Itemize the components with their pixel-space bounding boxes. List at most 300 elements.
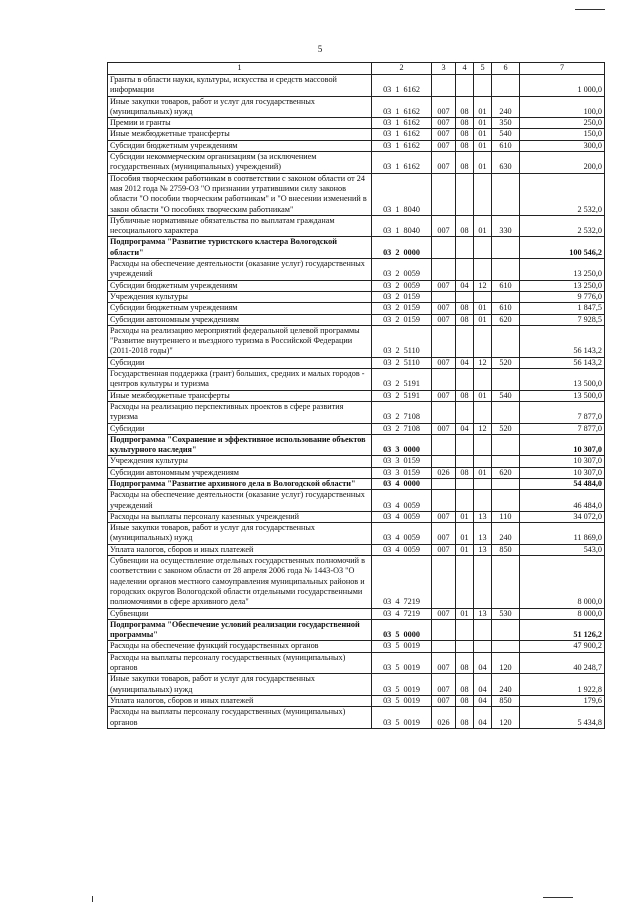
amount-cell: 56 143,2 — [520, 357, 605, 368]
row-name-cell: Иные закупки товаров, работ и услуг для государственных (муниципальных) нужд — [108, 523, 372, 545]
subsection-cell: 13 — [474, 523, 492, 545]
section-cell — [456, 369, 474, 391]
subsection-cell: 01 — [474, 215, 492, 237]
budget-code-cell: 03 1 6162 — [372, 96, 432, 118]
subsection-cell: 01 — [474, 152, 492, 174]
grbs-cell: 007 — [432, 695, 456, 706]
amount-cell: 54 484,0 — [520, 478, 605, 489]
row-name-cell: Уплата налогов, сборов и иных платежей — [108, 695, 372, 706]
section-cell — [456, 401, 474, 423]
table-row — [108, 259, 605, 281]
budget-code-cell: 03 2 5191 — [372, 390, 432, 401]
row-name-cell: Расходы на реализацию мероприятий федеральной целевой программы "Развитие внутреннего и въездного туризма в Российской Федерации (2011-2018 годы)" — [108, 325, 372, 357]
table-row — [108, 467, 605, 478]
grbs-cell — [432, 478, 456, 489]
table-row — [108, 608, 605, 619]
column-header: 3 — [432, 63, 456, 75]
table-row — [108, 369, 605, 391]
scan-mark — [543, 897, 573, 898]
subsection-cell: 04 — [474, 674, 492, 696]
grbs-cell: 007 — [432, 140, 456, 151]
grbs-cell: 007 — [432, 423, 456, 434]
section-cell: 08 — [456, 314, 474, 325]
section-cell — [456, 75, 474, 97]
section-cell: 08 — [456, 707, 474, 729]
subsection-cell — [474, 556, 492, 608]
subsection-cell: 13 — [474, 608, 492, 619]
grbs-cell — [432, 556, 456, 608]
amount-cell: 11 869,0 — [520, 523, 605, 545]
row-name-cell: Гранты в области науки, культуры, искусства и средств массовой информации — [108, 75, 372, 97]
amount-cell: 51 126,2 — [520, 619, 605, 641]
amount-cell: 1 000,0 — [520, 75, 605, 97]
table-row — [108, 280, 605, 291]
amount-cell: 7 928,5 — [520, 314, 605, 325]
grbs-cell: 007 — [432, 152, 456, 174]
subsection-cell — [474, 490, 492, 512]
row-name-cell: Субсидии автономным учреждениям — [108, 314, 372, 325]
grbs-cell — [432, 641, 456, 652]
subsection-cell: 12 — [474, 423, 492, 434]
row-name-cell: Государственная поддержка (грант) больших, средних и малых городов - центров культуры и туризма — [108, 369, 372, 391]
row-name-cell: Иные закупки товаров, работ и услуг для государственных (муниципальных) нужд — [108, 96, 372, 118]
section-cell: 08 — [456, 390, 474, 401]
row-name-cell: Подпрограмма "Обеспечение условий реализации государственной программы" — [108, 619, 372, 641]
row-name-cell: Иные закупки товаров, работ и услуг для государственных (муниципальных) нужд — [108, 674, 372, 696]
amount-cell: 300,0 — [520, 140, 605, 151]
grbs-cell: 007 — [432, 511, 456, 522]
expense-type-cell: 240 — [492, 674, 520, 696]
grbs-cell — [432, 291, 456, 302]
expense-type-cell: 530 — [492, 608, 520, 619]
amount-cell: 8 000,0 — [520, 608, 605, 619]
grbs-cell: 007 — [432, 544, 456, 555]
grbs-cell — [432, 75, 456, 97]
subsection-cell — [474, 237, 492, 259]
row-name-cell: Подпрограмма "Развитие архивного дела в Вологодской области" — [108, 478, 372, 489]
budget-code-cell: 03 4 0059 — [372, 490, 432, 512]
row-name-cell: Субсидии автономным учреждениям — [108, 467, 372, 478]
subsection-cell: 01 — [474, 467, 492, 478]
row-name-cell: Субсидии бюджетным учреждениям — [108, 140, 372, 151]
expense-type-cell — [492, 401, 520, 423]
amount-cell: 13 500,0 — [520, 369, 605, 391]
section-cell: 01 — [456, 523, 474, 545]
section-cell: 08 — [456, 467, 474, 478]
subprogram-row — [108, 237, 605, 259]
subsection-cell: 01 — [474, 303, 492, 314]
expense-type-cell — [492, 325, 520, 357]
grbs-cell — [432, 619, 456, 641]
budget-code-cell: 03 5 0019 — [372, 674, 432, 696]
expense-type-cell: 350 — [492, 118, 520, 129]
row-name-cell: Субсидии бюджетным учреждениям — [108, 303, 372, 314]
column-header: 4 — [456, 63, 474, 75]
amount-cell: 10 307,0 — [520, 456, 605, 467]
expense-type-cell — [492, 556, 520, 608]
table-row — [108, 707, 605, 729]
expense-type-cell: 610 — [492, 303, 520, 314]
section-cell — [456, 434, 474, 456]
table-row — [108, 674, 605, 696]
grbs-cell: 026 — [432, 707, 456, 729]
scan-mark — [575, 9, 605, 10]
row-name-cell: Субвенции — [108, 608, 372, 619]
table-row — [108, 173, 605, 215]
subsection-cell: 13 — [474, 511, 492, 522]
amount-cell: 543,0 — [520, 544, 605, 555]
column-header: 2 — [372, 63, 432, 75]
budget-table — [107, 62, 605, 729]
subsection-cell — [474, 369, 492, 391]
grbs-cell: 007 — [432, 390, 456, 401]
page-number: 5 — [317, 44, 323, 54]
amount-cell: 13 500,0 — [520, 390, 605, 401]
section-cell — [456, 478, 474, 489]
budget-code-cell: 03 2 5110 — [372, 357, 432, 368]
grbs-cell: 007 — [432, 118, 456, 129]
grbs-cell: 007 — [432, 608, 456, 619]
amount-cell: 100,0 — [520, 96, 605, 118]
amount-cell: 2 532,0 — [520, 173, 605, 215]
subsection-cell — [474, 173, 492, 215]
section-cell — [456, 556, 474, 608]
expense-type-cell: 240 — [492, 523, 520, 545]
table-row — [108, 511, 605, 522]
expense-type-cell: 620 — [492, 467, 520, 478]
amount-cell: 179,6 — [520, 695, 605, 706]
grbs-cell — [432, 173, 456, 215]
section-cell — [456, 291, 474, 302]
subsection-cell: 01 — [474, 314, 492, 325]
grbs-cell — [432, 490, 456, 512]
budget-code-cell: 03 3 0159 — [372, 467, 432, 478]
table-row — [108, 152, 605, 174]
amount-cell: 13 250,0 — [520, 259, 605, 281]
row-name-cell: Субсидии — [108, 423, 372, 434]
budget-code-cell: 03 5 0019 — [372, 695, 432, 706]
grbs-cell: 007 — [432, 129, 456, 140]
budget-code-cell: 03 2 0000 — [372, 237, 432, 259]
row-name-cell: Учреждения культуры — [108, 291, 372, 302]
amount-cell: 1 847,5 — [520, 303, 605, 314]
expense-type-cell: 620 — [492, 314, 520, 325]
row-name-cell: Подпрограмма "Развитие туристского кластера Вологодской области" — [108, 237, 372, 259]
section-cell — [456, 237, 474, 259]
budget-code-cell: 03 2 7108 — [372, 401, 432, 423]
section-cell: 01 — [456, 544, 474, 555]
budget-code-cell: 03 2 7108 — [372, 423, 432, 434]
subsection-cell — [474, 259, 492, 281]
section-cell: 08 — [456, 118, 474, 129]
budget-code-cell: 03 4 0000 — [372, 478, 432, 489]
expense-type-cell — [492, 75, 520, 97]
row-name-cell: Расходы на выплаты персоналу государственных (муниципальных) органов — [108, 707, 372, 729]
budget-code-cell: 03 1 6162 — [372, 152, 432, 174]
grbs-cell — [432, 401, 456, 423]
budget-code-cell: 03 4 0059 — [372, 523, 432, 545]
budget-code-cell: 03 2 0159 — [372, 314, 432, 325]
budget-code-cell: 03 4 0059 — [372, 511, 432, 522]
budget-code-cell: 03 4 7219 — [372, 608, 432, 619]
amount-cell: 100 546,2 — [520, 237, 605, 259]
expense-type-cell — [492, 641, 520, 652]
expense-type-cell: 610 — [492, 140, 520, 151]
amount-cell: 34 072,0 — [520, 511, 605, 522]
column-header: 1 — [108, 63, 372, 75]
table-row — [108, 96, 605, 118]
subsection-cell: 01 — [474, 96, 492, 118]
expense-type-cell — [492, 434, 520, 456]
budget-code-cell: 03 1 6162 — [372, 75, 432, 97]
row-name-cell: Субсидии некоммерческим организациям (за исключением государственных (муниципальных) учреждений) — [108, 152, 372, 174]
row-name-cell: Подпрограмма "Сохранение и эффективное использование объектов культурного наследия" — [108, 434, 372, 456]
amount-cell: 47 900,2 — [520, 641, 605, 652]
amount-cell: 7 877,0 — [520, 423, 605, 434]
grbs-cell: 007 — [432, 314, 456, 325]
section-cell: 08 — [456, 695, 474, 706]
subsection-cell: 12 — [474, 357, 492, 368]
expense-type-cell — [492, 478, 520, 489]
budget-code-cell: 03 4 0059 — [372, 544, 432, 555]
expense-type-cell — [492, 173, 520, 215]
expense-type-cell: 540 — [492, 390, 520, 401]
section-cell: 08 — [456, 129, 474, 140]
section-cell — [456, 641, 474, 652]
table-row — [108, 423, 605, 434]
amount-cell: 9 776,0 — [520, 291, 605, 302]
amount-cell: 2 532,0 — [520, 215, 605, 237]
subsection-cell — [474, 641, 492, 652]
subsection-cell: 13 — [474, 544, 492, 555]
amount-cell: 10 307,0 — [520, 434, 605, 456]
row-name-cell: Расходы на выплаты персоналу казенных учреждений — [108, 511, 372, 522]
subsection-cell — [474, 456, 492, 467]
table-row — [108, 303, 605, 314]
expense-type-cell: 610 — [492, 280, 520, 291]
section-cell — [456, 173, 474, 215]
subsection-cell — [474, 478, 492, 489]
budget-code-cell: 03 3 0159 — [372, 456, 432, 467]
amount-cell: 46 484,0 — [520, 490, 605, 512]
section-cell: 08 — [456, 140, 474, 151]
section-cell — [456, 325, 474, 357]
expense-type-cell: 110 — [492, 511, 520, 522]
table-row — [108, 390, 605, 401]
section-cell: 08 — [456, 152, 474, 174]
grbs-cell: 007 — [432, 215, 456, 237]
table-row — [108, 652, 605, 674]
amount-cell: 10 307,0 — [520, 467, 605, 478]
grbs-cell: 007 — [432, 523, 456, 545]
expense-type-cell: 540 — [492, 129, 520, 140]
section-cell — [456, 456, 474, 467]
subsection-cell — [474, 75, 492, 97]
budget-code-cell: 03 4 7219 — [372, 556, 432, 608]
row-name-cell: Учреждения культуры — [108, 456, 372, 467]
section-cell: 01 — [456, 511, 474, 522]
table-row — [108, 490, 605, 512]
column-header: 7 — [520, 63, 605, 75]
expense-type-cell — [492, 456, 520, 467]
table-row — [108, 401, 605, 423]
subsection-cell — [474, 325, 492, 357]
grbs-cell — [432, 369, 456, 391]
section-cell: 08 — [456, 303, 474, 314]
table-row — [108, 456, 605, 467]
section-cell: 04 — [456, 423, 474, 434]
grbs-cell — [432, 456, 456, 467]
subsection-cell — [474, 401, 492, 423]
expense-type-cell — [492, 291, 520, 302]
budget-code-cell: 03 1 8040 — [372, 215, 432, 237]
budget-code-cell: 03 1 6162 — [372, 129, 432, 140]
amount-cell: 5 434,8 — [520, 707, 605, 729]
subsection-cell: 01 — [474, 118, 492, 129]
expense-type-cell — [492, 259, 520, 281]
subsection-cell: 04 — [474, 652, 492, 674]
amount-cell: 40 248,7 — [520, 652, 605, 674]
budget-code-cell: 03 2 0159 — [372, 303, 432, 314]
row-name-cell: Расходы на обеспечение деятельности (оказание услуг) государственных учреждений — [108, 490, 372, 512]
budget-code-cell: 03 2 5110 — [372, 325, 432, 357]
expense-type-cell: 630 — [492, 152, 520, 174]
column-header: 6 — [492, 63, 520, 75]
row-name-cell: Расходы на обеспечение деятельности (оказание услуг) государственных учреждений — [108, 259, 372, 281]
section-cell: 04 — [456, 280, 474, 291]
budget-code-cell: 03 2 0159 — [372, 291, 432, 302]
subprogram-row — [108, 434, 605, 456]
grbs-cell: 007 — [432, 280, 456, 291]
expense-type-cell: 520 — [492, 357, 520, 368]
subsection-cell: 01 — [474, 390, 492, 401]
section-cell: 04 — [456, 357, 474, 368]
grbs-cell — [432, 434, 456, 456]
table-row — [108, 118, 605, 129]
grbs-cell: 007 — [432, 357, 456, 368]
expense-type-cell: 850 — [492, 544, 520, 555]
budget-code-cell: 03 3 0000 — [372, 434, 432, 456]
grbs-cell — [432, 259, 456, 281]
expense-type-cell — [492, 490, 520, 512]
expense-type-cell: 120 — [492, 652, 520, 674]
budget-code-cell: 03 5 0019 — [372, 641, 432, 652]
table-row — [108, 523, 605, 545]
subsection-cell — [474, 434, 492, 456]
expense-type-cell: 850 — [492, 695, 520, 706]
expense-type-cell: 330 — [492, 215, 520, 237]
table-body — [108, 75, 605, 729]
subsection-cell: 04 — [474, 695, 492, 706]
table-row — [108, 291, 605, 302]
row-name-cell: Иные межбюджетные трансферты — [108, 129, 372, 140]
row-name-cell: Уплата налогов, сборов и иных платежей — [108, 544, 372, 555]
amount-cell: 200,0 — [520, 152, 605, 174]
row-name-cell: Иные межбюджетные трансферты — [108, 390, 372, 401]
grbs-cell: 026 — [432, 467, 456, 478]
table-row — [108, 544, 605, 555]
amount-cell: 150,0 — [520, 129, 605, 140]
subsection-cell: 04 — [474, 707, 492, 729]
expense-type-cell: 520 — [492, 423, 520, 434]
grbs-cell: 007 — [432, 303, 456, 314]
row-name-cell: Премии и гранты — [108, 118, 372, 129]
budget-code-cell: 03 5 0019 — [372, 652, 432, 674]
section-cell: 08 — [456, 652, 474, 674]
amount-cell: 56 143,2 — [520, 325, 605, 357]
section-cell — [456, 619, 474, 641]
budget-code-cell: 03 5 0019 — [372, 707, 432, 729]
scan-mark — [92, 896, 93, 902]
budget-code-cell: 03 1 6162 — [372, 140, 432, 151]
table-row — [108, 75, 605, 97]
table-row — [108, 695, 605, 706]
expense-type-cell: 120 — [492, 707, 520, 729]
row-name-cell: Расходы на реализацию перспективных проектов в сфере развития туризма — [108, 401, 372, 423]
table-row — [108, 641, 605, 652]
subsection-cell — [474, 619, 492, 641]
table-row — [108, 129, 605, 140]
budget-code-cell: 03 2 0059 — [372, 280, 432, 291]
budget-code-cell: 03 2 0059 — [372, 259, 432, 281]
column-header: 5 — [474, 63, 492, 75]
expense-type-cell — [492, 369, 520, 391]
grbs-cell — [432, 325, 456, 357]
budget-code-cell: 03 5 0000 — [372, 619, 432, 641]
table-row — [108, 140, 605, 151]
expense-type-cell: 240 — [492, 96, 520, 118]
header-row — [108, 63, 605, 75]
row-name-cell: Расходы на обеспечение функций государственных органов — [108, 641, 372, 652]
subsection-cell: 12 — [474, 280, 492, 291]
section-cell — [456, 259, 474, 281]
row-name-cell: Пособия творческим работникам в соответствии с законом области от 24 мая 2012 года № 2759-ОЗ "О признании утратившими силу законов области "О пособии творческим работникам" и "О внесении изменений в закон области "О пособиях творческим работникам" — [108, 173, 372, 215]
subsection-cell: 01 — [474, 129, 492, 140]
expense-type-cell — [492, 237, 520, 259]
row-name-cell: Расходы на выплаты персоналу государственных (муниципальных) органов — [108, 652, 372, 674]
table-row — [108, 215, 605, 237]
table-row — [108, 556, 605, 608]
section-cell: 08 — [456, 215, 474, 237]
subsection-cell — [474, 291, 492, 302]
section-cell: 01 — [456, 608, 474, 619]
section-cell: 08 — [456, 674, 474, 696]
row-name-cell: Субсидии — [108, 357, 372, 368]
expense-type-cell — [492, 619, 520, 641]
amount-cell: 1 922,8 — [520, 674, 605, 696]
grbs-cell — [432, 237, 456, 259]
subprogram-row — [108, 478, 605, 489]
amount-cell: 8 000,0 — [520, 556, 605, 608]
grbs-cell: 007 — [432, 96, 456, 118]
subsection-cell: 01 — [474, 140, 492, 151]
amount-cell: 13 250,0 — [520, 280, 605, 291]
budget-code-cell: 03 1 8040 — [372, 173, 432, 215]
row-name-cell: Субсидии бюджетным учреждениям — [108, 280, 372, 291]
budget-code-cell: 03 2 5191 — [372, 369, 432, 391]
budget-code-cell: 03 1 6162 — [372, 118, 432, 129]
table-row — [108, 357, 605, 368]
table-row — [108, 314, 605, 325]
row-name-cell: Публичные нормативные обязательства по выплатам гражданам несоциального характера — [108, 215, 372, 237]
amount-cell: 7 877,0 — [520, 401, 605, 423]
grbs-cell: 007 — [432, 652, 456, 674]
section-cell — [456, 490, 474, 512]
section-cell: 08 — [456, 96, 474, 118]
table-row — [108, 325, 605, 357]
subprogram-row — [108, 619, 605, 641]
row-name-cell: Субвенции на осуществление отдельных государственных полномочий в соответствии с законом области от 28 апреля 2006 года № 1443-ОЗ "О наделении органов местного самоуправления муниципальных районов и городских округов Вологодской области отдельными государственными полномочиями в сфере архивного дела" — [108, 556, 372, 608]
